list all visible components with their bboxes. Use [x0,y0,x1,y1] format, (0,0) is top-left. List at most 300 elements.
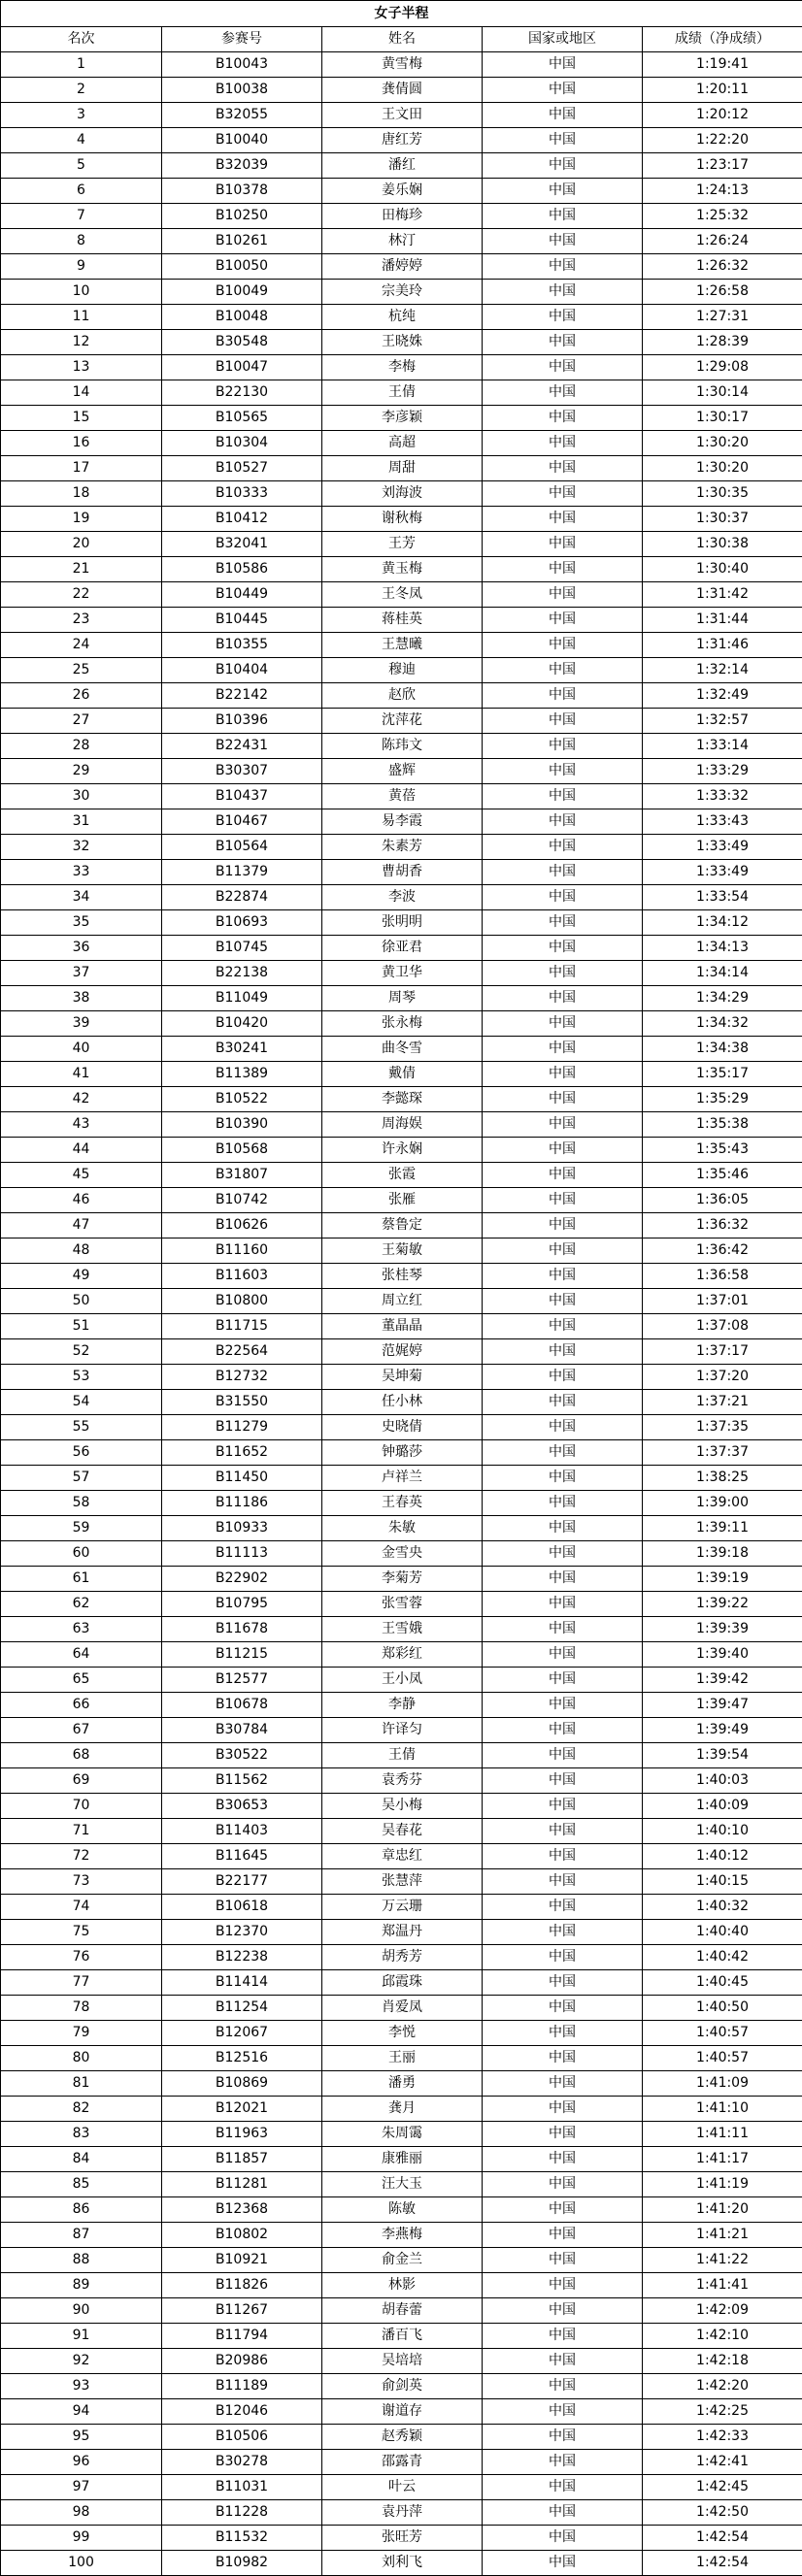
table-row [1,860,802,885]
table-row [1,2551,802,2576]
bib-cell: B22130 [162,380,322,406]
country-cell: 中国 [483,557,643,582]
rank-cell: 46 [1,1188,162,1213]
country-cell: 中国 [483,1970,643,1996]
rank-cell: 47 [1,1213,162,1238]
bib-cell: B11189 [162,2374,322,2399]
time-cell: 1:42:54 [643,2526,802,2551]
time-cell: 1:37:21 [643,1390,802,1415]
rank-cell: 60 [1,1541,162,1567]
header-name: 姓名 [322,27,483,52]
table-row [1,128,802,153]
rank-cell: 17 [1,456,162,481]
country-cell: 中国 [483,936,643,961]
table-row [1,1516,802,1541]
name-cell: 龚月 [322,2097,483,2122]
name-cell: 邵露青 [322,2450,483,2475]
header-rank: 名次 [1,27,162,52]
time-cell: 1:26:24 [643,229,802,254]
bib-cell: B11379 [162,860,322,885]
table-row [1,380,802,406]
bib-cell: B30653 [162,1794,322,1819]
table-row [1,2273,802,2298]
time-cell: 1:39:49 [643,1718,802,1743]
name-cell: 董晶晶 [322,1314,483,1339]
results-body [1,52,802,2576]
rank-cell: 72 [1,1844,162,1869]
time-cell: 1:40:12 [643,1844,802,1869]
bib-cell: B11678 [162,1617,322,1642]
bib-cell: B10795 [162,1592,322,1617]
name-cell: 万云珊 [322,1895,483,1920]
name-cell: 胡秀芳 [322,1945,483,1970]
country-cell: 中国 [483,406,643,431]
time-cell: 1:42:33 [643,2425,802,2450]
name-cell: 李悦 [322,2021,483,2046]
time-cell: 1:40:32 [643,1895,802,1920]
table-row [1,1945,802,1970]
table-row [1,78,802,103]
bib-cell: B10038 [162,78,322,103]
table-row [1,153,802,179]
bib-cell: B10048 [162,305,322,330]
time-cell: 1:35:46 [643,1163,802,1188]
name-cell: 吴培培 [322,2349,483,2374]
rank-cell: 25 [1,658,162,683]
time-cell: 1:40:09 [643,1794,802,1819]
table-row [1,734,802,759]
country-cell: 中国 [483,709,643,734]
bib-cell: B11562 [162,1768,322,1794]
country-cell: 中国 [483,532,643,557]
country-cell: 中国 [483,809,643,835]
bib-cell: B12067 [162,2021,322,2046]
country-cell: 中国 [483,305,643,330]
name-cell: 王文田 [322,103,483,128]
rank-cell: 9 [1,254,162,280]
rank-cell: 98 [1,2500,162,2526]
bib-cell: B10040 [162,128,322,153]
rank-cell: 23 [1,608,162,633]
name-cell: 王冬凤 [322,582,483,608]
table-row [1,2324,802,2349]
time-cell: 1:37:20 [643,1365,802,1390]
header-time: 成绩（净成绩） [643,27,802,52]
time-cell: 1:24:13 [643,179,802,204]
time-cell: 1:41:41 [643,2273,802,2298]
time-cell: 1:40:10 [643,1819,802,1844]
time-cell: 1:30:35 [643,481,802,507]
time-cell: 1:41:09 [643,2071,802,2097]
rank-cell: 5 [1,153,162,179]
rank-cell: 45 [1,1163,162,1188]
country-cell: 中国 [483,2450,643,2475]
country-cell: 中国 [483,78,643,103]
table-row [1,431,802,456]
rank-cell: 1 [1,52,162,78]
rank-cell: 81 [1,2071,162,2097]
bib-cell: B20986 [162,2349,322,2374]
bib-cell: B22138 [162,961,322,986]
country-cell: 中国 [483,1844,643,1869]
rank-cell: 91 [1,2324,162,2349]
rank-cell: 24 [1,633,162,658]
country-cell: 中国 [483,1819,643,1844]
time-cell: 1:39:18 [643,1541,802,1567]
bib-cell: B11715 [162,1314,322,1339]
rank-cell: 82 [1,2097,162,2122]
time-cell: 1:40:57 [643,2021,802,2046]
table-row [1,1693,802,1718]
table-row [1,280,802,305]
time-cell: 1:39:39 [643,1617,802,1642]
country-cell: 中国 [483,986,643,1011]
time-cell: 1:39:47 [643,1693,802,1718]
country-cell: 中国 [483,128,643,153]
bib-cell: B12370 [162,1920,322,1945]
table-row [1,355,802,380]
rank-cell: 8 [1,229,162,254]
table-row [1,1895,802,1920]
time-cell: 1:33:43 [643,809,802,835]
time-cell: 1:38:25 [643,1466,802,1491]
bib-cell: B10921 [162,2248,322,2273]
time-cell: 1:40:03 [643,1768,802,1794]
rank-cell: 56 [1,1440,162,1466]
time-cell: 1:32:49 [643,683,802,709]
rank-cell: 79 [1,2021,162,2046]
country-cell: 中国 [483,2046,643,2071]
country-cell: 中国 [483,2147,643,2172]
name-cell: 李懿琛 [322,1087,483,1112]
rank-cell: 50 [1,1289,162,1314]
country-cell: 中国 [483,52,643,78]
country-cell: 中国 [483,2551,643,2576]
table-row [1,1617,802,1642]
name-cell: 曲冬雪 [322,1037,483,1062]
table-row [1,1440,802,1466]
name-cell: 李燕梅 [322,2223,483,2248]
table-row [1,1794,802,1819]
bib-cell: B31550 [162,1390,322,1415]
time-cell: 1:40:57 [643,2046,802,2071]
table-row [1,582,802,608]
country-cell: 中国 [483,2021,643,2046]
time-cell: 1:42:20 [643,2374,802,2399]
name-cell: 黄蓓 [322,784,483,809]
country-cell: 中国 [483,229,643,254]
rank-cell: 11 [1,305,162,330]
name-cell: 袁丹萍 [322,2500,483,2526]
bib-cell: B11963 [162,2122,322,2147]
country-cell: 中国 [483,2526,643,2551]
rank-cell: 37 [1,961,162,986]
bib-cell: B11281 [162,2172,322,2197]
name-cell: 王丽 [322,2046,483,2071]
table-row [1,1238,802,1264]
table-row [1,1314,802,1339]
table-row [1,1844,802,1869]
country-cell: 中国 [483,1567,643,1592]
bib-cell: B11652 [162,1440,322,1466]
rank-cell: 30 [1,784,162,809]
time-cell: 1:28:39 [643,330,802,355]
table-row [1,2450,802,2475]
time-cell: 1:39:54 [643,1743,802,1768]
rank-cell: 92 [1,2349,162,2374]
country-cell: 中国 [483,1491,643,1516]
country-cell: 中国 [483,683,643,709]
name-cell: 郑彩红 [322,1642,483,1668]
name-cell: 陈玮文 [322,734,483,759]
time-cell: 1:39:42 [643,1668,802,1693]
country-cell: 中国 [483,481,643,507]
rank-cell: 2 [1,78,162,103]
table-row [1,1037,802,1062]
bib-cell: B22177 [162,1869,322,1895]
rank-cell: 66 [1,1693,162,1718]
rank-cell: 21 [1,557,162,582]
bib-cell: B11254 [162,1996,322,2021]
bib-cell: B11389 [162,1062,322,1087]
table-row [1,961,802,986]
time-cell: 1:42:50 [643,2500,802,2526]
header-country: 国家或地区 [483,27,643,52]
table-row [1,809,802,835]
bib-cell: B30278 [162,2450,322,2475]
table-row [1,1819,802,1844]
country-cell: 中国 [483,431,643,456]
rank-cell: 73 [1,1869,162,1895]
rank-cell: 75 [1,1920,162,1945]
time-cell: 1:37:35 [643,1415,802,1440]
time-cell: 1:40:40 [643,1920,802,1945]
time-cell: 1:37:08 [643,1314,802,1339]
bib-cell: B10378 [162,179,322,204]
table-row [1,2374,802,2399]
rank-cell: 93 [1,2374,162,2399]
country-cell: 中国 [483,1642,643,1668]
rank-cell: 48 [1,1238,162,1264]
country-cell: 中国 [483,1869,643,1895]
table-row [1,608,802,633]
table-row [1,1592,802,1617]
name-cell: 潘百飞 [322,2324,483,2349]
bib-cell: B11403 [162,1819,322,1844]
name-cell: 朱周霭 [322,2122,483,2147]
time-cell: 1:34:14 [643,961,802,986]
bib-cell: B10261 [162,229,322,254]
bib-cell: B12732 [162,1365,322,1390]
name-cell: 徐亚君 [322,936,483,961]
bib-cell: B30784 [162,1718,322,1743]
time-cell: 1:20:12 [643,103,802,128]
bib-cell: B30522 [162,1743,322,1768]
country-cell: 中国 [483,254,643,280]
header-bib: 参赛号 [162,27,322,52]
country-cell: 中国 [483,658,643,683]
bib-cell: B10304 [162,431,322,456]
table-row [1,406,802,431]
bib-cell: B11450 [162,1466,322,1491]
rank-cell: 70 [1,1794,162,1819]
country-cell: 中国 [483,1466,643,1491]
table-row [1,2197,802,2223]
country-cell: 中国 [483,835,643,860]
bib-cell: B10437 [162,784,322,809]
country-cell: 中国 [483,153,643,179]
table-row [1,1970,802,1996]
rank-cell: 53 [1,1365,162,1390]
time-cell: 1:30:20 [643,431,802,456]
bib-cell: B10506 [162,2425,322,2450]
time-cell: 1:33:29 [643,759,802,784]
country-cell: 中国 [483,2399,643,2425]
bib-cell: B10568 [162,1138,322,1163]
name-cell: 王雪娥 [322,1617,483,1642]
rank-cell: 51 [1,1314,162,1339]
rank-cell: 28 [1,734,162,759]
rank-cell: 64 [1,1642,162,1668]
name-cell: 俞剑英 [322,2374,483,2399]
name-cell: 胡春蕾 [322,2298,483,2324]
bib-cell: B10420 [162,1011,322,1037]
bib-cell: B12368 [162,2197,322,2223]
name-cell: 康雅丽 [322,2147,483,2172]
name-cell: 黄雪梅 [322,52,483,78]
country-cell: 中国 [483,1264,643,1289]
bib-cell: B10250 [162,204,322,229]
country-cell: 中国 [483,1037,643,1062]
name-cell: 张明明 [322,910,483,936]
bib-cell: B10049 [162,280,322,305]
table-row [1,2046,802,2071]
country-cell: 中国 [483,1314,643,1339]
rank-cell: 16 [1,431,162,456]
bib-cell: B10445 [162,608,322,633]
name-cell: 肖爱凤 [322,1996,483,2021]
bib-cell: B11215 [162,1642,322,1668]
name-cell: 金雪央 [322,1541,483,1567]
name-cell: 周甜 [322,456,483,481]
time-cell: 1:35:38 [643,1112,802,1138]
table-row [1,835,802,860]
time-cell: 1:34:32 [643,1011,802,1037]
rank-cell: 87 [1,2223,162,2248]
name-cell: 张雪蓉 [322,1592,483,1617]
table-row [1,507,802,532]
country-cell: 中国 [483,1920,643,1945]
country-cell: 中国 [483,1768,643,1794]
bib-cell: B10742 [162,1188,322,1213]
rank-cell: 7 [1,204,162,229]
time-cell: 1:42:25 [643,2399,802,2425]
bib-cell: B11160 [162,1238,322,1264]
time-cell: 1:33:14 [643,734,802,759]
table-row [1,2399,802,2425]
time-cell: 1:41:19 [643,2172,802,2197]
name-cell: 龚倩圆 [322,78,483,103]
bib-cell: B10047 [162,355,322,380]
country-cell: 中国 [483,1945,643,1970]
time-cell: 1:30:20 [643,456,802,481]
country-cell: 中国 [483,1743,643,1768]
country-cell: 中国 [483,582,643,608]
name-cell: 许永娴 [322,1138,483,1163]
rank-cell: 42 [1,1087,162,1112]
time-cell: 1:30:17 [643,406,802,431]
rank-cell: 54 [1,1390,162,1415]
time-cell: 1:19:41 [643,52,802,78]
country-cell: 中国 [483,734,643,759]
bib-cell: B10527 [162,456,322,481]
name-cell: 曹胡香 [322,860,483,885]
table-row [1,784,802,809]
table-row [1,2248,802,2273]
name-cell: 王倩 [322,1743,483,1768]
rank-cell: 29 [1,759,162,784]
rank-cell: 6 [1,179,162,204]
country-cell: 中国 [483,355,643,380]
time-cell: 1:41:17 [643,2147,802,2172]
name-cell: 蔡鲁定 [322,1213,483,1238]
bib-cell: B11186 [162,1491,322,1516]
table-row [1,1213,802,1238]
time-cell: 1:34:12 [643,910,802,936]
bib-cell: B10333 [162,481,322,507]
name-cell: 李静 [322,1693,483,1718]
name-cell: 潘勇 [322,2071,483,2097]
name-cell: 易李霞 [322,809,483,835]
name-cell: 谢秋梅 [322,507,483,532]
country-cell: 中国 [483,1289,643,1314]
country-cell: 中国 [483,1541,643,1567]
time-cell: 1:36:05 [643,1188,802,1213]
name-cell: 史晓倩 [322,1415,483,1440]
time-cell: 1:35:29 [643,1087,802,1112]
name-cell: 汪大玉 [322,2172,483,2197]
bib-cell: B12046 [162,2399,322,2425]
country-cell: 中国 [483,1062,643,1087]
name-cell: 王晓姝 [322,330,483,355]
time-cell: 1:37:01 [643,1289,802,1314]
time-cell: 1:37:37 [643,1440,802,1466]
bib-cell: B22142 [162,683,322,709]
time-cell: 1:33:54 [643,885,802,910]
time-cell: 1:40:50 [643,1996,802,2021]
country-cell: 中国 [483,456,643,481]
table-row [1,2349,802,2374]
rank-cell: 71 [1,1819,162,1844]
table-row [1,1390,802,1415]
bib-cell: B10693 [162,910,322,936]
rank-cell: 39 [1,1011,162,1037]
name-cell: 刘海波 [322,481,483,507]
rank-cell: 94 [1,2399,162,2425]
table-row [1,1567,802,1592]
bib-cell: B11267 [162,2298,322,2324]
table-row [1,1491,802,1516]
time-cell: 1:41:10 [643,2097,802,2122]
country-cell: 中国 [483,2197,643,2223]
bib-cell: B10982 [162,2551,322,2576]
name-cell: 周琴 [322,986,483,1011]
time-cell: 1:42:41 [643,2450,802,2475]
table-row [1,1138,802,1163]
name-cell: 赵欣 [322,683,483,709]
rank-cell: 58 [1,1491,162,1516]
name-cell: 陈敏 [322,2197,483,2223]
